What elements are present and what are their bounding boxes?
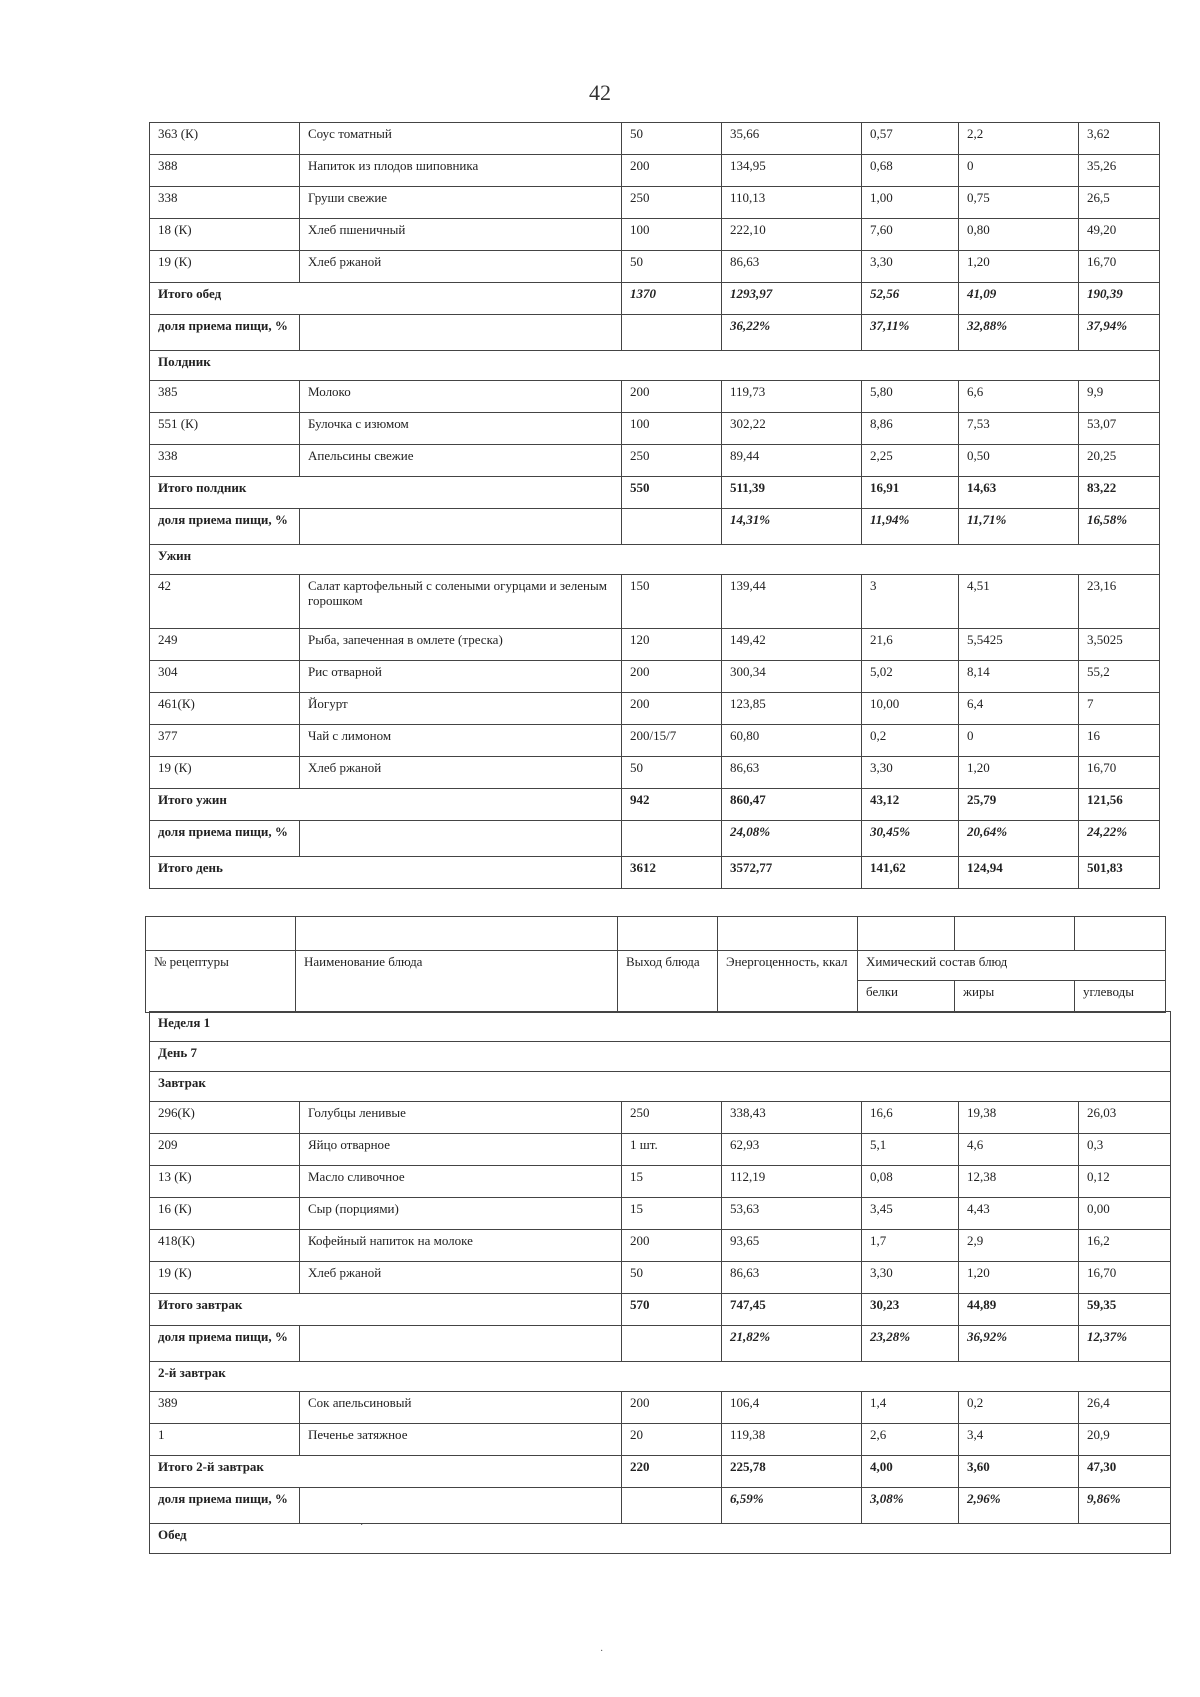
recipe-code: 209 [150, 1134, 300, 1166]
dish-protein: 5,80 [862, 381, 959, 413]
dish-carb: 35,26 [1079, 155, 1160, 187]
header-fat: жиры [955, 981, 1075, 1013]
dish-protein: 5,02 [862, 661, 959, 693]
dish-protein: 0,57 [862, 123, 959, 155]
recipe-code: 388 [150, 155, 300, 187]
dish-carb: 26,03 [1079, 1102, 1171, 1134]
dish-protein: 10,00 [862, 693, 959, 725]
total-row [150, 283, 1160, 315]
total-energy: 747,45 [722, 1294, 862, 1326]
dish-weight: 50 [622, 1262, 722, 1294]
spacer-row [146, 917, 1166, 951]
share-fat: 2,96% [959, 1488, 1079, 1524]
dish-energy: 35,66 [722, 123, 862, 155]
dish-name: Хлеб пшеничный [300, 219, 622, 251]
dish-fat: 0 [959, 725, 1079, 757]
dish-energy: 139,44 [722, 575, 862, 629]
dish-carb: 55,2 [1079, 661, 1160, 693]
dish-weight: 100 [622, 413, 722, 445]
dish-energy: 86,63 [722, 1262, 862, 1294]
dish-fat: 0,50 [959, 445, 1079, 477]
dish-energy: 53,63 [722, 1198, 862, 1230]
dish-fat: 12,38 [959, 1166, 1079, 1198]
empty-cell [300, 1488, 622, 1524]
dish-protein: 5,1 [862, 1134, 959, 1166]
dish-energy: 300,34 [722, 661, 862, 693]
share-carb: 12,37% [1079, 1326, 1171, 1362]
dish-carb: 49,20 [1079, 219, 1160, 251]
dish-name: Рис отварной [300, 661, 622, 693]
dish-row [150, 575, 1160, 629]
empty-cell [300, 1326, 622, 1362]
dish-carb: 20,9 [1079, 1424, 1171, 1456]
dish-weight: 200 [622, 1230, 722, 1262]
share-protein: 3,08% [862, 1488, 959, 1524]
page-number: 42 [589, 80, 611, 105]
share-energy: 36,22% [722, 315, 862, 351]
dish-name: Голубцы ленивые [300, 1102, 622, 1134]
dish-fat: 6,4 [959, 693, 1079, 725]
dish-protein: 3,30 [862, 757, 959, 789]
recipe-code: 363 (К) [150, 123, 300, 155]
header-energy: Энергоценность, ккал [718, 951, 858, 1013]
dish-weight: 100 [622, 219, 722, 251]
dish-carb: 0,12 [1079, 1166, 1171, 1198]
header-name: Наименование блюда [296, 951, 618, 1013]
dish-protein: 0,08 [862, 1166, 959, 1198]
total-label: Итого полдник [150, 477, 622, 509]
share-fat: 32,88% [959, 315, 1079, 351]
total-carb: 121,56 [1079, 789, 1160, 821]
recipe-code: 19 (К) [150, 757, 300, 789]
dish-weight: 150 [622, 575, 722, 629]
dish-row [150, 219, 1160, 251]
dish-fat: 1,20 [959, 1262, 1079, 1294]
dish-energy: 123,85 [722, 693, 862, 725]
dish-row [150, 1392, 1171, 1424]
total-protein: 43,12 [862, 789, 959, 821]
dish-protein: 1,7 [862, 1230, 959, 1262]
share-carb: 9,86% [1079, 1488, 1171, 1524]
recipe-code: 551 (К) [150, 413, 300, 445]
dish-carb: 16,70 [1079, 757, 1160, 789]
recipe-code: 461(К) [150, 693, 300, 725]
total-weight: 220 [622, 1456, 722, 1488]
recipe-code: 389 [150, 1392, 300, 1424]
dish-energy: 119,73 [722, 381, 862, 413]
recipe-code: 16 (К) [150, 1198, 300, 1230]
dish-weight: 50 [622, 123, 722, 155]
dish-name: Рыба, запеченная в омлете (треска) [300, 629, 622, 661]
total-row [150, 789, 1160, 821]
header-row [146, 951, 1166, 981]
total-carb: 59,35 [1079, 1294, 1171, 1326]
empty-cell [622, 1326, 722, 1362]
dish-row [150, 1166, 1171, 1198]
total-protein: 30,23 [862, 1294, 959, 1326]
dish-fat: 2,2 [959, 123, 1079, 155]
dish-protein: 0,68 [862, 155, 959, 187]
dish-fat: 0,75 [959, 187, 1079, 219]
total-fat: 3,60 [959, 1456, 1079, 1488]
share-energy: 6,59% [722, 1488, 862, 1524]
share-label: доля приема пищи, % [150, 821, 300, 857]
menu-table-day6-tail [149, 122, 1160, 889]
section-row [150, 1012, 1171, 1042]
dish-energy: 110,13 [722, 187, 862, 219]
total-energy: 3572,77 [722, 857, 862, 889]
menu-table-day7 [149, 1011, 1171, 1554]
total-label: Итого ужин [150, 789, 622, 821]
total-energy: 860,47 [722, 789, 862, 821]
empty-cell [622, 821, 722, 857]
dish-carb: 3,5025 [1079, 629, 1160, 661]
share-label: доля приема пищи, % [150, 1488, 300, 1524]
dish-name: Груши свежие [300, 187, 622, 219]
share-row [150, 1488, 1171, 1524]
dish-energy: 106,4 [722, 1392, 862, 1424]
total-protein: 141,62 [862, 857, 959, 889]
dish-fat: 1,20 [959, 251, 1079, 283]
section-row [150, 1362, 1171, 1392]
dish-fat: 2,9 [959, 1230, 1079, 1262]
dish-protein: 3 [862, 575, 959, 629]
dish-weight: 200 [622, 693, 722, 725]
header-weight: Выход блюда [618, 951, 718, 1013]
dish-carb: 0,00 [1079, 1198, 1171, 1230]
total-protein: 4,00 [862, 1456, 959, 1488]
dish-protein: 3,30 [862, 251, 959, 283]
empty-cell [300, 821, 622, 857]
dish-carb: 16,70 [1079, 1262, 1171, 1294]
dish-fat: 1,20 [959, 757, 1079, 789]
share-carb: 24,22% [1079, 821, 1160, 857]
share-row [150, 509, 1160, 545]
recipe-code: 1 [150, 1424, 300, 1456]
section-label: Полдник [150, 351, 1160, 381]
dish-name: Яйцо отварное [300, 1134, 622, 1166]
empty-cell [622, 1488, 722, 1524]
dish-fat: 19,38 [959, 1102, 1079, 1134]
total-weight: 942 [622, 789, 722, 821]
dish-carb: 20,25 [1079, 445, 1160, 477]
total-fat: 124,94 [959, 857, 1079, 889]
share-fat: 20,64% [959, 821, 1079, 857]
dish-name: Хлеб ржаной [300, 757, 622, 789]
recipe-code: 42 [150, 575, 300, 629]
dish-row [150, 1230, 1171, 1262]
dish-protein: 2,25 [862, 445, 959, 477]
header-carb: углеводы [1075, 981, 1166, 1013]
share-row [150, 315, 1160, 351]
total-weight: 550 [622, 477, 722, 509]
dish-row [150, 187, 1160, 219]
dish-name: Сок апельсиновый [300, 1392, 622, 1424]
dish-carb: 7 [1079, 693, 1160, 725]
dish-energy: 60,80 [722, 725, 862, 757]
dish-energy: 302,22 [722, 413, 862, 445]
recipe-code: 304 [150, 661, 300, 693]
share-label: доля приема пищи, % [150, 315, 300, 351]
total-label: Итого день [150, 857, 622, 889]
share-protein: 30,45% [862, 821, 959, 857]
dish-weight: 250 [622, 445, 722, 477]
share-energy: 24,08% [722, 821, 862, 857]
recipe-code: 19 (К) [150, 251, 300, 283]
recipe-code: 296(К) [150, 1102, 300, 1134]
dish-name: Салат картофельный с солеными огурцами и зеленым горошком [300, 575, 622, 629]
dish-carb: 3,62 [1079, 123, 1160, 155]
dish-fat: 4,43 [959, 1198, 1079, 1230]
share-fat: 36,92% [959, 1326, 1079, 1362]
section-label: Ужин [150, 545, 1160, 575]
dish-name: Чай с лимоном [300, 725, 622, 757]
dish-weight: 1 шт. [622, 1134, 722, 1166]
dish-weight: 200 [622, 661, 722, 693]
section-label: Неделя 1 [150, 1012, 1171, 1042]
recipe-code: 338 [150, 445, 300, 477]
total-row [150, 1456, 1171, 1488]
dish-energy: 222,10 [722, 219, 862, 251]
dish-weight: 200/15/7 [622, 725, 722, 757]
dish-fat: 0,80 [959, 219, 1079, 251]
share-protein: 23,28% [862, 1326, 959, 1362]
section-row [150, 351, 1160, 381]
dish-row [150, 1134, 1171, 1166]
recipe-code: 13 (К) [150, 1166, 300, 1198]
dish-name: Хлеб ржаной [300, 1262, 622, 1294]
recipe-code: 249 [150, 629, 300, 661]
dish-energy: 93,65 [722, 1230, 862, 1262]
dish-row [150, 1102, 1171, 1134]
dish-protein: 3,30 [862, 1262, 959, 1294]
dish-protein: 7,60 [862, 219, 959, 251]
total-energy: 225,78 [722, 1456, 862, 1488]
section-row [150, 1524, 1171, 1554]
dish-name: Молоко [300, 381, 622, 413]
recipe-code: 385 [150, 381, 300, 413]
dish-fat: 8,14 [959, 661, 1079, 693]
dish-fat: 4,6 [959, 1134, 1079, 1166]
dish-weight: 15 [622, 1198, 722, 1230]
dish-carb: 16,2 [1079, 1230, 1171, 1262]
recipe-code: 377 [150, 725, 300, 757]
dish-carb: 53,07 [1079, 413, 1160, 445]
section-label: Завтрак [150, 1072, 1171, 1102]
dish-row [150, 725, 1160, 757]
dish-carb: 16 [1079, 725, 1160, 757]
dish-carb: 26,4 [1079, 1392, 1171, 1424]
dish-fat: 5,5425 [959, 629, 1079, 661]
total-row [150, 477, 1160, 509]
dish-fat: 4,51 [959, 575, 1079, 629]
dish-protein: 1,00 [862, 187, 959, 219]
empty-cell [300, 315, 622, 351]
total-fat: 14,63 [959, 477, 1079, 509]
dish-row [150, 1424, 1171, 1456]
dish-carb: 26,5 [1079, 187, 1160, 219]
dish-name: Хлеб ржаной [300, 251, 622, 283]
section-label: День 7 [150, 1042, 1171, 1072]
dish-row [150, 251, 1160, 283]
dish-weight: 200 [622, 381, 722, 413]
dish-energy: 338,43 [722, 1102, 862, 1134]
dish-energy: 119,38 [722, 1424, 862, 1456]
dish-carb: 23,16 [1079, 575, 1160, 629]
dish-row [150, 661, 1160, 693]
header-chem: Химический состав блюд [858, 951, 1166, 981]
total-carb: 47,30 [1079, 1456, 1171, 1488]
share-carb: 16,58% [1079, 509, 1160, 545]
dish-row [150, 381, 1160, 413]
total-weight: 1370 [622, 283, 722, 315]
dish-name: Сыр (порциями) [300, 1198, 622, 1230]
dish-energy: 86,63 [722, 757, 862, 789]
dish-weight: 15 [622, 1166, 722, 1198]
total-row [150, 1294, 1171, 1326]
dish-weight: 200 [622, 155, 722, 187]
share-label: доля приема пищи, % [150, 1326, 300, 1362]
dish-weight: 250 [622, 187, 722, 219]
total-weight: 3612 [622, 857, 722, 889]
total-label: Итого 2-й завтрак [150, 1456, 622, 1488]
dish-fat: 0 [959, 155, 1079, 187]
dish-protein: 3,45 [862, 1198, 959, 1230]
dish-name: Булочка с изюмом [300, 413, 622, 445]
dish-row [150, 155, 1160, 187]
dish-protein: 8,86 [862, 413, 959, 445]
share-protein: 37,11% [862, 315, 959, 351]
dish-weight: 120 [622, 629, 722, 661]
dish-name: Напиток из плодов шиповника [300, 155, 622, 187]
dish-protein: 1,4 [862, 1392, 959, 1424]
dish-fat: 3,4 [959, 1424, 1079, 1456]
dish-fat: 6,6 [959, 381, 1079, 413]
total-carb: 190,39 [1079, 283, 1160, 315]
day-total-row [150, 857, 1160, 889]
share-energy: 21,82% [722, 1326, 862, 1362]
share-protein: 11,94% [862, 509, 959, 545]
empty-cell [622, 315, 722, 351]
dish-energy: 134,95 [722, 155, 862, 187]
dish-weight: 50 [622, 757, 722, 789]
dish-protein: 16,6 [862, 1102, 959, 1134]
dish-energy: 149,42 [722, 629, 862, 661]
total-weight: 570 [622, 1294, 722, 1326]
dish-name: Апельсины свежие [300, 445, 622, 477]
dish-row [150, 445, 1160, 477]
dish-row [150, 1262, 1171, 1294]
dish-protein: 2,6 [862, 1424, 959, 1456]
dish-name: Кофейный напиток на молоке [300, 1230, 622, 1262]
dish-name: Печенье затяжное [300, 1424, 622, 1456]
recipe-code: 418(К) [150, 1230, 300, 1262]
recipe-code: 18 (К) [150, 219, 300, 251]
dish-carb: 9,9 [1079, 381, 1160, 413]
menu-table-header [145, 916, 1166, 1013]
total-carb: 83,22 [1079, 477, 1160, 509]
section-row [150, 1072, 1171, 1102]
dish-protein: 21,6 [862, 629, 959, 661]
dish-weight: 250 [622, 1102, 722, 1134]
dish-fat: 7,53 [959, 413, 1079, 445]
dish-fat: 0,2 [959, 1392, 1079, 1424]
dish-carb: 0,3 [1079, 1134, 1171, 1166]
dish-energy: 62,93 [722, 1134, 862, 1166]
dish-weight: 50 [622, 251, 722, 283]
section-row [150, 1042, 1171, 1072]
dish-name: Йогурт [300, 693, 622, 725]
section-row [150, 545, 1160, 575]
dish-row [150, 1198, 1171, 1230]
total-energy: 511,39 [722, 477, 862, 509]
section-label: Обед [150, 1524, 1171, 1554]
empty-cell [300, 509, 622, 545]
total-fat: 25,79 [959, 789, 1079, 821]
total-protein: 52,56 [862, 283, 959, 315]
dish-row [150, 413, 1160, 445]
dish-weight: 200 [622, 1392, 722, 1424]
scan-speck: · [600, 1646, 604, 1657]
recipe-code: 19 (К) [150, 1262, 300, 1294]
share-fat: 11,71% [959, 509, 1079, 545]
dish-protein: 0,2 [862, 725, 959, 757]
dish-row [150, 123, 1160, 155]
total-protein: 16,91 [862, 477, 959, 509]
dish-row [150, 757, 1160, 789]
section-label: 2-й завтрак [150, 1362, 1171, 1392]
dish-energy: 112,19 [722, 1166, 862, 1198]
dish-name: Соус томатный [300, 123, 622, 155]
share-energy: 14,31% [722, 509, 862, 545]
dish-row [150, 629, 1160, 661]
total-fat: 41,09 [959, 283, 1079, 315]
total-carb: 501,83 [1079, 857, 1160, 889]
share-label: доля приема пищи, % [150, 509, 300, 545]
scan-speck: · [360, 1520, 364, 1531]
dish-carb: 16,70 [1079, 251, 1160, 283]
share-row [150, 821, 1160, 857]
share-row [150, 1326, 1171, 1362]
dish-name: Масло сливочное [300, 1166, 622, 1198]
total-label: Итого обед [150, 283, 622, 315]
dish-row [150, 693, 1160, 725]
dish-weight: 20 [622, 1424, 722, 1456]
share-carb: 37,94% [1079, 315, 1160, 351]
total-fat: 44,89 [959, 1294, 1079, 1326]
total-energy: 1293,97 [722, 283, 862, 315]
dish-energy: 86,63 [722, 251, 862, 283]
dish-energy: 89,44 [722, 445, 862, 477]
empty-cell [622, 509, 722, 545]
header-code: № рецептуры [146, 951, 296, 1013]
recipe-code: 338 [150, 187, 300, 219]
header-protein: белки [858, 981, 955, 1013]
total-label: Итого завтрак [150, 1294, 622, 1326]
